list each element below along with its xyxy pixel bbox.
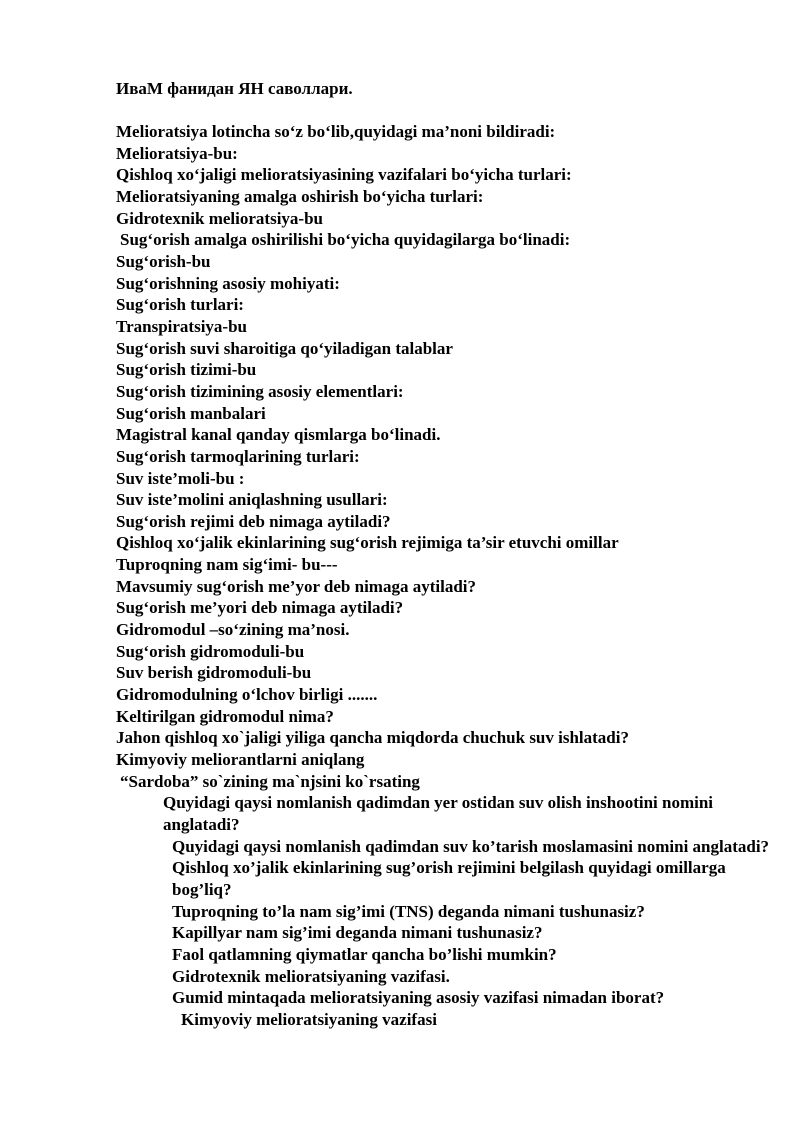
question-item: Melioratsiyaning amalga oshirish bo‘yicha turlari: [116, 186, 484, 206]
question-item: “Sardoba” so`zining ma`njsini ko`rsating [120, 771, 420, 791]
question-item: Gumid mintaqada melioratsiyaning asosiy vazifasi nimadan iborat? [172, 988, 665, 1008]
question-item: Gidrotexnik melioratsiya-bu [116, 208, 323, 228]
question-item: Kimyoviy meliorantlarni aniqlang [116, 750, 365, 770]
question-item: Suv iste’molini aniqlashning usullari: [116, 490, 388, 510]
question-item: Qishloq xo‘jalik ekinlarining sug‘orish rejimiga ta’sir etuvchi omillar [116, 533, 619, 553]
question-item: Sug‘orish tizimining asosiy elementlari: [116, 381, 404, 401]
question-item: Sug‘orish tizimi-bu [116, 360, 257, 380]
question-item: Melioratsiya-bu: [116, 143, 238, 163]
question-item: Sug‘orish suvi sharoitiga qo‘yiladigan talablar [116, 338, 453, 358]
question-item: Qishloq xo‘jaligi melioratsiyasining vazifalari bo‘yicha turlari: [116, 165, 572, 185]
question-item: Kapillyar nam sig’imi deganda nimani tushunasiz? [172, 923, 543, 943]
question-item: Sug‘orish tarmoqlarining turlari: [116, 446, 360, 466]
question-item: Sug‘orishning asosiy mohiyati: [116, 273, 340, 293]
question-item: Sug‘orish gidromoduli-bu [116, 641, 305, 661]
question-item: Gidromodulning o‘lchov birligi ....... [116, 685, 378, 705]
question-item: Qishloq xo’jalik ekinlarining sug’orish rejimini belgilash quyidagi omillarga bog’liq? [172, 858, 726, 899]
question-list [116, 121, 776, 1031]
question-item: Gidromodul –so‘zining ma’nosi. [116, 620, 350, 640]
question-item: Faol qatlamning qiymatlar qancha bo’lishi mumkin? [172, 944, 557, 964]
question-item: Tuproqning to’la nam sig’imi (TNS) deganda nimani tushunasiz? [172, 901, 645, 921]
question-item: Sug‘orish manbalari [116, 403, 266, 423]
question-item: Jahon qishloq xo`jaligi yiliga qancha miqdorda chuchuk suv ishlatadi? [116, 728, 629, 748]
question-item: Suv berish gidromoduli-bu [116, 663, 312, 683]
question-item: Melioratsiya lotincha so‘z bo‘lib,quyidagi ma’noni bildiradi: [116, 122, 556, 141]
document-title: ИваМ фанидан ЯН саволлари. [116, 79, 353, 98]
question-item: Mavsumiy sug‘orish me’yor deb nimaga aytiladi? [116, 576, 477, 596]
question-item: Kimyoviy melioratsiyaning vazifasi [181, 1009, 437, 1029]
question-item: Sug‘orish turlari: [116, 295, 244, 315]
question-item: Quyidagi qaysi nomlanish qadimdan suv ko’tarish moslamasini nomini anglatadi? [172, 836, 770, 856]
question-item: Sug‘orish-bu [116, 251, 211, 271]
question-item: Tuproqning nam sig‘imi- bu--- [116, 555, 338, 575]
question-item: Quyidagi qaysi nomlanish qadimdan yer ostidan suv olish inshootini nomini anglatadi? [163, 793, 714, 834]
question-item: Transpiratsiya-bu [116, 316, 247, 336]
question-item: Suv iste’moli-bu : [116, 468, 245, 488]
question-item: Sug‘orish me’yori deb nimaga aytiladi? [116, 598, 404, 618]
question-item: Magistral kanal qanday qismlarga bo‘linadi. [116, 425, 441, 445]
question-item: Keltirilgan gidromodul nima? [116, 706, 334, 726]
question-item: Sug‘orish rejimi deb nimaga aytiladi? [116, 511, 391, 531]
question-item: Gidrotexnik melioratsiyaning vazifasi. [172, 966, 450, 986]
question-item: Sug‘orish amalga oshirilishi bo‘yicha quyidagilarga bo‘linadi: [120, 230, 571, 250]
